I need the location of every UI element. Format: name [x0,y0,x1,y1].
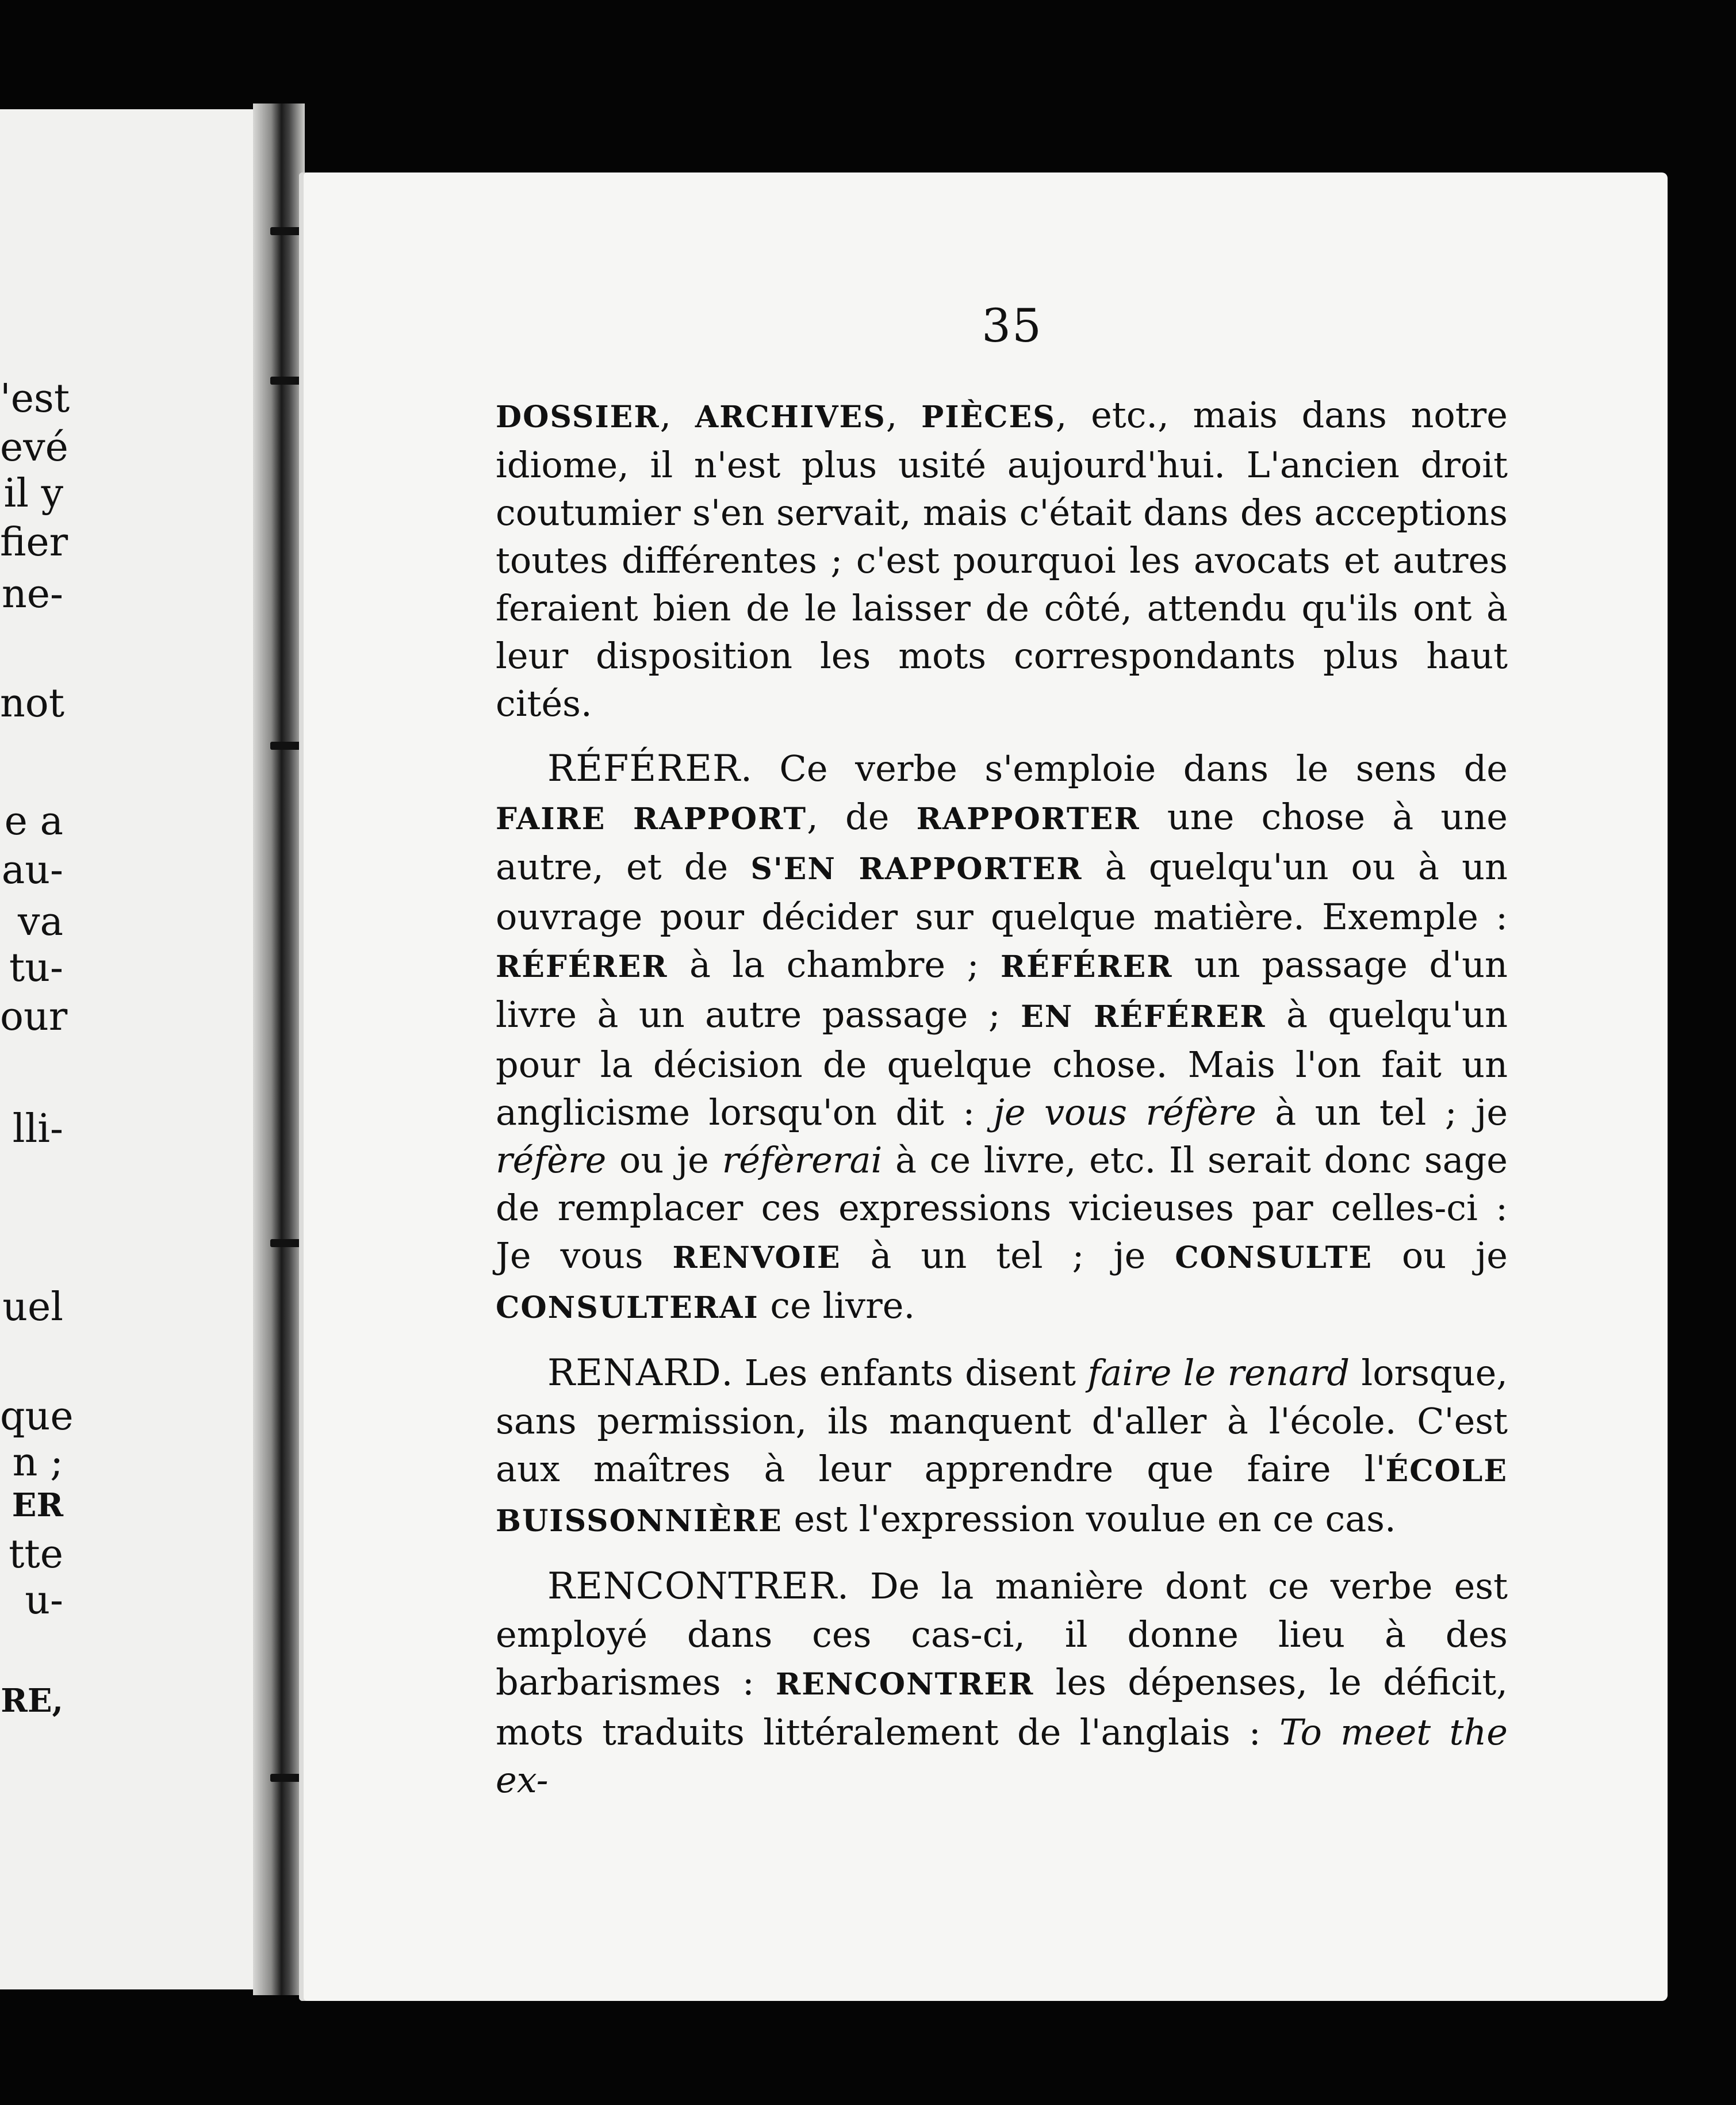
small-caps-term: FAIRE RAPPORT [496,802,807,837]
small-caps-term: EN RÉFÉRER [1021,999,1266,1034]
small-caps-term: RÉFÉRER [1000,949,1173,984]
text-run: ou je [606,1139,722,1181]
italic-phrase: réfèrerai [722,1139,883,1181]
left-page-fragment: tte [9,1532,63,1577]
left-page-fragment: our [0,994,68,1040]
small-caps-term: PIÈCES [921,400,1056,435]
left-page-fragment: au- [1,848,63,893]
entry-headword: RENCONTRER [547,1565,838,1608]
left-page-fragment: ER [12,1486,63,1524]
italic-phrase: réfère [496,1139,607,1181]
text-run: à ce livre, etc. Il serait donc sage de remplacer ces expressions vicieuses par celles-ci : Je vous [496,1139,1508,1276]
dictionary-entry [496,745,1508,1332]
left-page-fragment: u- [25,1578,63,1623]
entry-headword: RENARD [547,1352,722,1394]
left-page-fragment: il y [3,471,63,516]
left-page-fragment: not [0,681,65,726]
text-run: les dépenses, le déficit, mots traduits littéralement de l'anglais : [496,1661,1508,1753]
text-run: , etc., mais dans notre idiome, il n'est plus usité aujourd'hui. L'ancien droit coutumier s'en servait, mais c'était dans des acceptions toutes différentes ; c'est pourquoi les avocats et autres feraient bien de le laisser de côté, attendu qu'ils ont à leur disposition les mots correspondants plus haut cités. [496,394,1508,724]
text-run: lorsque, sans permission, ils manquent d'aller à l'école. C'est aux maîtres à leur apprendre que faire l' [496,1352,1508,1490]
left-page-fragment: que [0,1394,74,1439]
text-run: ou je [1372,1234,1508,1276]
text-run: à un tel ; je [1256,1091,1508,1133]
text-run: ce livre. [758,1285,915,1326]
left-page-fragment: ne- [1,572,63,617]
entry-headword: RÉFÉRER [547,747,741,790]
text-run: . Les enfants disent [721,1352,1088,1394]
text-run: à un tel ; je [841,1234,1175,1276]
dictionary-entry [496,1562,1508,1804]
text-run: à quelqu'un pour la décision de quelque chose. Mais l'on fait un anglicisme lorsqu'on dit : [496,994,1508,1133]
book-gutter [253,103,305,1995]
left-page-fragment: tu- [9,945,63,991]
page-number: 35 [982,299,1043,352]
italic-phrase: To meet the ex- [496,1711,1508,1801]
small-caps-term: CONSULTERAI [496,1290,759,1325]
text-run: , de [807,796,917,838]
continued-paragraph [496,391,1508,727]
left-page-fragment: evé [0,425,68,470]
small-caps-term: DOSSIER [496,400,660,435]
italic-phrase: je vous réfère [993,1091,1256,1133]
left-page-fragment: n ; [12,1440,63,1485]
text-run: une chose à une autre, et de [496,796,1508,888]
text-run: un passage d'un livre à un autre passage ; [496,944,1508,1036]
body-text [496,391,1508,1804]
dictionary-entry [496,1349,1508,1545]
left-page-fragment: fier [0,520,68,565]
text-run: à la chambre ; [668,944,1001,986]
left-page-fragment: lli- [12,1106,63,1152]
left-page-fragment: 'est [0,376,70,421]
left-page-fragment: e a [4,799,63,844]
small-caps-term: S'EN RAPPORTER [750,852,1083,887]
left-page-fragment: va [18,899,63,945]
text-run: . Ce verbe s'emploie dans le sens de [741,747,1508,789]
left-page-fragment: uel [2,1285,63,1330]
text-run: , [886,394,922,436]
small-caps-term: ARCHIVES [695,400,886,435]
text-run: est l'expression voulue en ce cas. [782,1498,1396,1540]
left-page-fragment: RE, [1,1682,63,1720]
small-caps-term: RENVOIE [672,1240,841,1275]
left-facing-page [0,109,274,1989]
italic-phrase: faire le renard [1087,1352,1350,1394]
text-run: . De la manière dont ce verbe est employé dans ces cas-ci, il donne lieu à des barbarismes : [496,1565,1508,1703]
small-caps-term: RÉFÉRER [496,949,668,984]
small-caps-term: CONSULTE [1175,1240,1373,1275]
small-caps-term: ÉCOLE BUISSONNIÈRE [496,1454,1508,1539]
text-run: , [660,394,695,436]
small-caps-term: RAPPORTER [916,802,1140,837]
small-caps-term: RENCONTRER [776,1667,1034,1702]
text-run: à quelqu'un ou à un ouvrage pour décider sur quelque matière. Exemple : [496,846,1508,938]
